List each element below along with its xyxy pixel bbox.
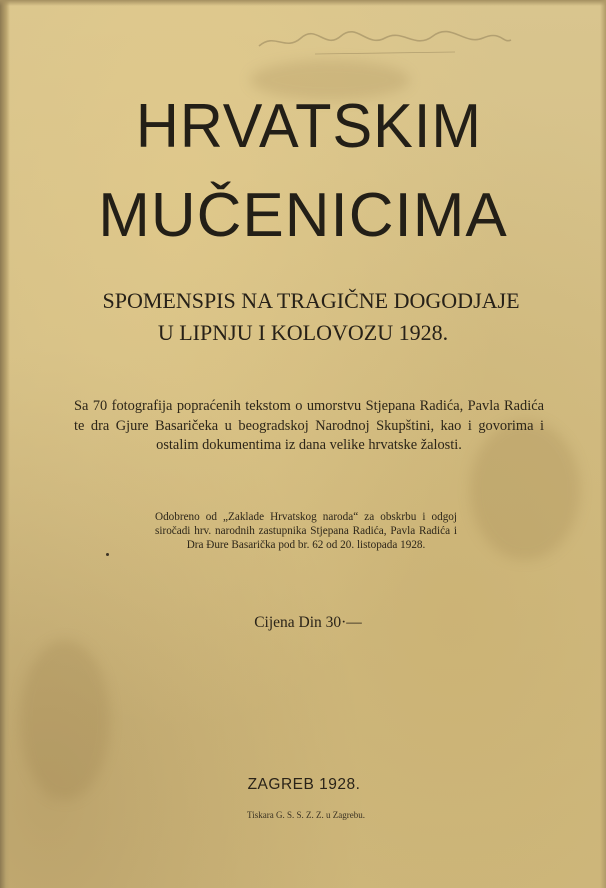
worn-top-edge <box>0 0 606 6</box>
price-label: Cijena Din 30·— <box>254 614 362 631</box>
title-line-1: HRVATSKIM <box>135 92 482 161</box>
subtitle-line-1: SPOMENSPIS NA TRAGIČNE DOGODJAJE <box>102 288 520 313</box>
faded-handwriting-mark <box>255 24 515 58</box>
worn-right-edge <box>600 0 606 888</box>
approval-note: Odobreno od „Zaklade Hrvatskog naroda“ za obskrbu i odgoj siročadi hrv. narodnih zastupnika Stjepana Radića, Pavla Radića i Dra Đure Basaričkа pod br. 62 od 20. listopada 1928. <box>155 511 457 551</box>
printer-imprint: Tiskara G. S. S. Z. Z. u Zagrebu. <box>247 810 365 820</box>
title-line-2: MUČENICIMA <box>98 181 508 250</box>
ink-dot <box>106 553 109 556</box>
place-and-year: ZAGREB 1928. <box>247 776 361 793</box>
worn-left-edge <box>0 0 10 888</box>
subtitle-line-2: U LIPNJU I KOLOVOZU 1928. <box>157 320 449 345</box>
description-paragraph: Sa 70 fotografija popraćenih tekstom o umorstvu Stjepana Radića, Pavla Radića te dra Gjure Basaričeka u beogradskoj Narodnoj Skupštini, kao i govorima i ostalim dokumentima iz dana velike hrvatske žalosti. <box>74 398 544 453</box>
